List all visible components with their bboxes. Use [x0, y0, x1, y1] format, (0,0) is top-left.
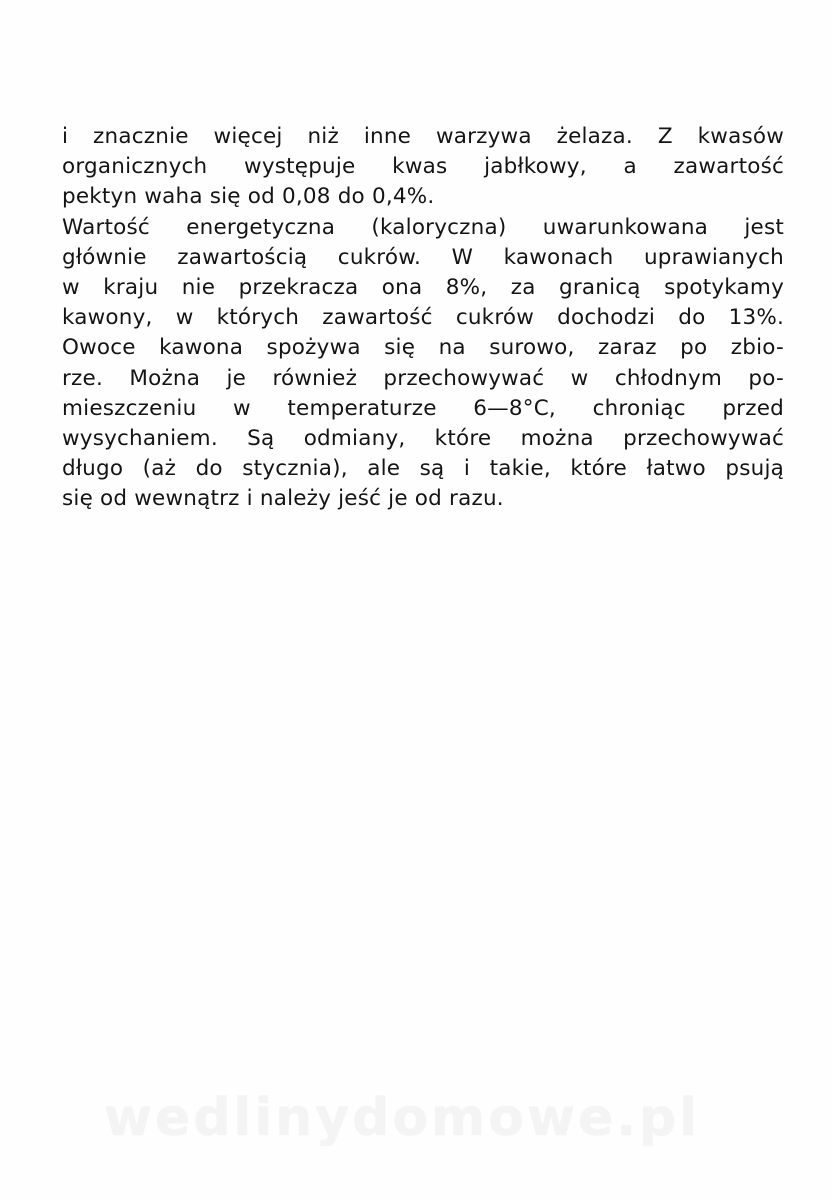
text-line: i znacznie więcej niż inne warzywa żelaza. Z kwasów	[62, 124, 784, 149]
text-line: pektyn waha się od 0,08 do 0,4%.	[62, 184, 435, 210]
text-line: długo (aż do stycznia), ale są i takie, które łatwo psują	[62, 456, 784, 482]
text-line: mieszczeniu w temperaturze 6—8°C, chroniąc przed	[62, 395, 784, 421]
body-text	[62, 122, 784, 514]
text-line: Wartość energetyczna (kaloryczna) uwarunkowana jest	[62, 214, 784, 240]
text-line: rze. Można je również przechowywać w chłodnym po-	[62, 365, 784, 391]
text-line: głównie zawartością cukrów. W kawonach uprawianych	[62, 244, 784, 270]
text-line: kawony, w których zawartość cukrów dochodzi do 13%.	[62, 305, 784, 331]
watermark: wedlinydomowe.pl	[104, 1088, 701, 1148]
text-line: Owoce kawona spożywa się na surowo, zaraz po zbio-	[62, 335, 784, 361]
text-line: się od wewnątrz i należy jeść je od razu.	[62, 486, 504, 512]
text-line: wysychaniem. Są odmiany, które można przechowywać	[62, 425, 784, 451]
text-line: w kraju nie przekracza ona 8%, za granicą spotykamy	[62, 274, 784, 300]
text-line: organicznych występuje kwas jabłkowy, a zawartość	[62, 154, 784, 180]
